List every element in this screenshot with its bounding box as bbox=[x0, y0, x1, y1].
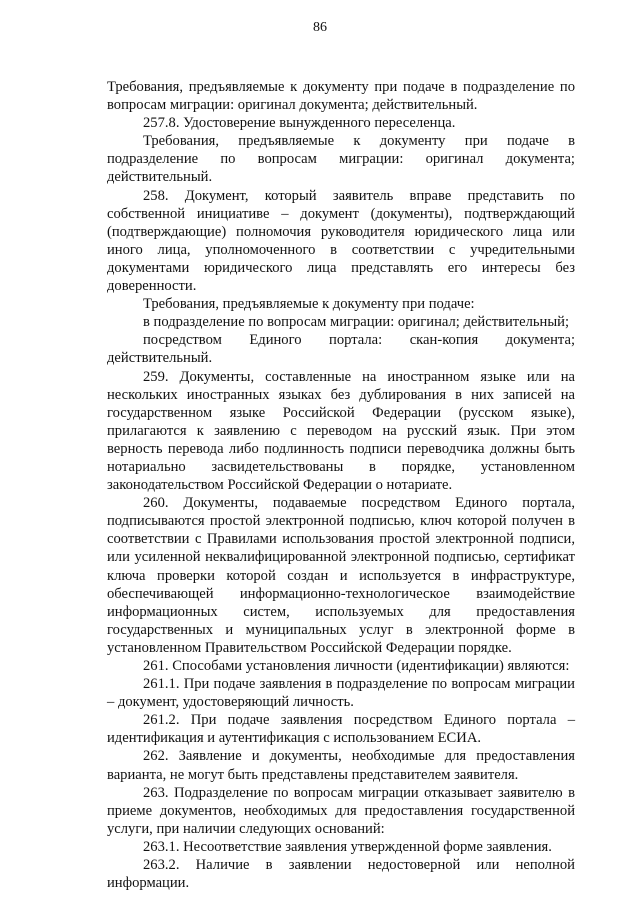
paragraph-260: 260. Документы, подаваемые посредством Единого портала, подписываются простой электронной подписью, ключ которой получен в соответствии с Правилами использования простой электронной подписи, или усиленной неквалифицированной электронной подписью, сертификат ключа проверки которой создан и используется в инфраструктуре, обеспечивающей информационно-технологическое взаимодействие информационных систем, используемых для предоставления государственных и муниципальных услуг в электронной форме в установленном Правительством Российской Федерации порядке. bbox=[107, 495, 575, 656]
document-body bbox=[107, 78, 575, 892]
paragraph-requirements-1: Требования, предъявляемые к документу при подаче в подразделение по вопросам миграции: оригинал документа; действительный. bbox=[107, 79, 575, 114]
paragraph-requirements-3: Требования, предъявляемые к документу при подаче: bbox=[143, 296, 475, 313]
paragraph-requirements-2: Требования, предъявляемые к документу при подаче в подразделение по вопросам миграции: оригинал документа; действительный. bbox=[107, 133, 575, 186]
paragraph-261-1: 261.1. При подаче заявления в подразделение по вопросам миграции – документ, удостоверяющий личность. bbox=[107, 676, 575, 711]
page-number: 86 bbox=[313, 20, 327, 35]
paragraph-259: 259. Документы, составленные на иностранном языке или на нескольких иностранных языках без дублирования в них записей на государственном языке Российской Федерации (русском языке), прилагаются к заявлению с переводом на русский язык. При этом верность перевода либо подлинность подписи переводчика должны быть нотариально засвидетельствованы в порядке, установленном законодательством Российской Федерации о нотариате. bbox=[107, 368, 575, 494]
paragraph-unified-portal: посредством Единого портала: скан-копия документа; действительный. bbox=[107, 332, 575, 367]
paragraph-261: 261. Способами установления личности (идентификации) являются: bbox=[143, 658, 570, 674]
paragraph-263-2: 263.2. Наличие в заявлении недостоверной или неполной информации. bbox=[107, 857, 575, 892]
paragraph-261-2: 261.2. При подаче заявления посредством Единого портала – идентификация и аутентификация с использованием ЕСИА. bbox=[107, 712, 575, 747]
paragraph-257-8: 257.8. Удостоверение вынужденного переселенца. bbox=[143, 115, 456, 132]
paragraph-258: 258. Документ, который заявитель вправе представить по собственной инициативе – документ (документы), подтверждающий (подтверждающие) полномочия руководителя юридического лица или иного лица, уполномоченного в соответствии с учредительными документами юридического лица представлять его интересы без доверенности. bbox=[107, 187, 575, 295]
paragraph-migration-office: в подразделение по вопросам миграции: оригинал; действительный; bbox=[143, 314, 570, 331]
paragraph-263-1: 263.1. Несоответствие заявления утвержденной форме заявления. bbox=[143, 838, 552, 855]
paragraph-262: 262. Заявление и документы, необходимые для предоставления варианта, не могут быть представлены представителем заявителя. bbox=[107, 748, 575, 783]
paragraph-263: 263. Подразделение по вопросам миграции отказывает заявителю в приеме документов, необходимых для предоставления государственной услуги, при наличии следующих оснований: bbox=[107, 784, 575, 837]
